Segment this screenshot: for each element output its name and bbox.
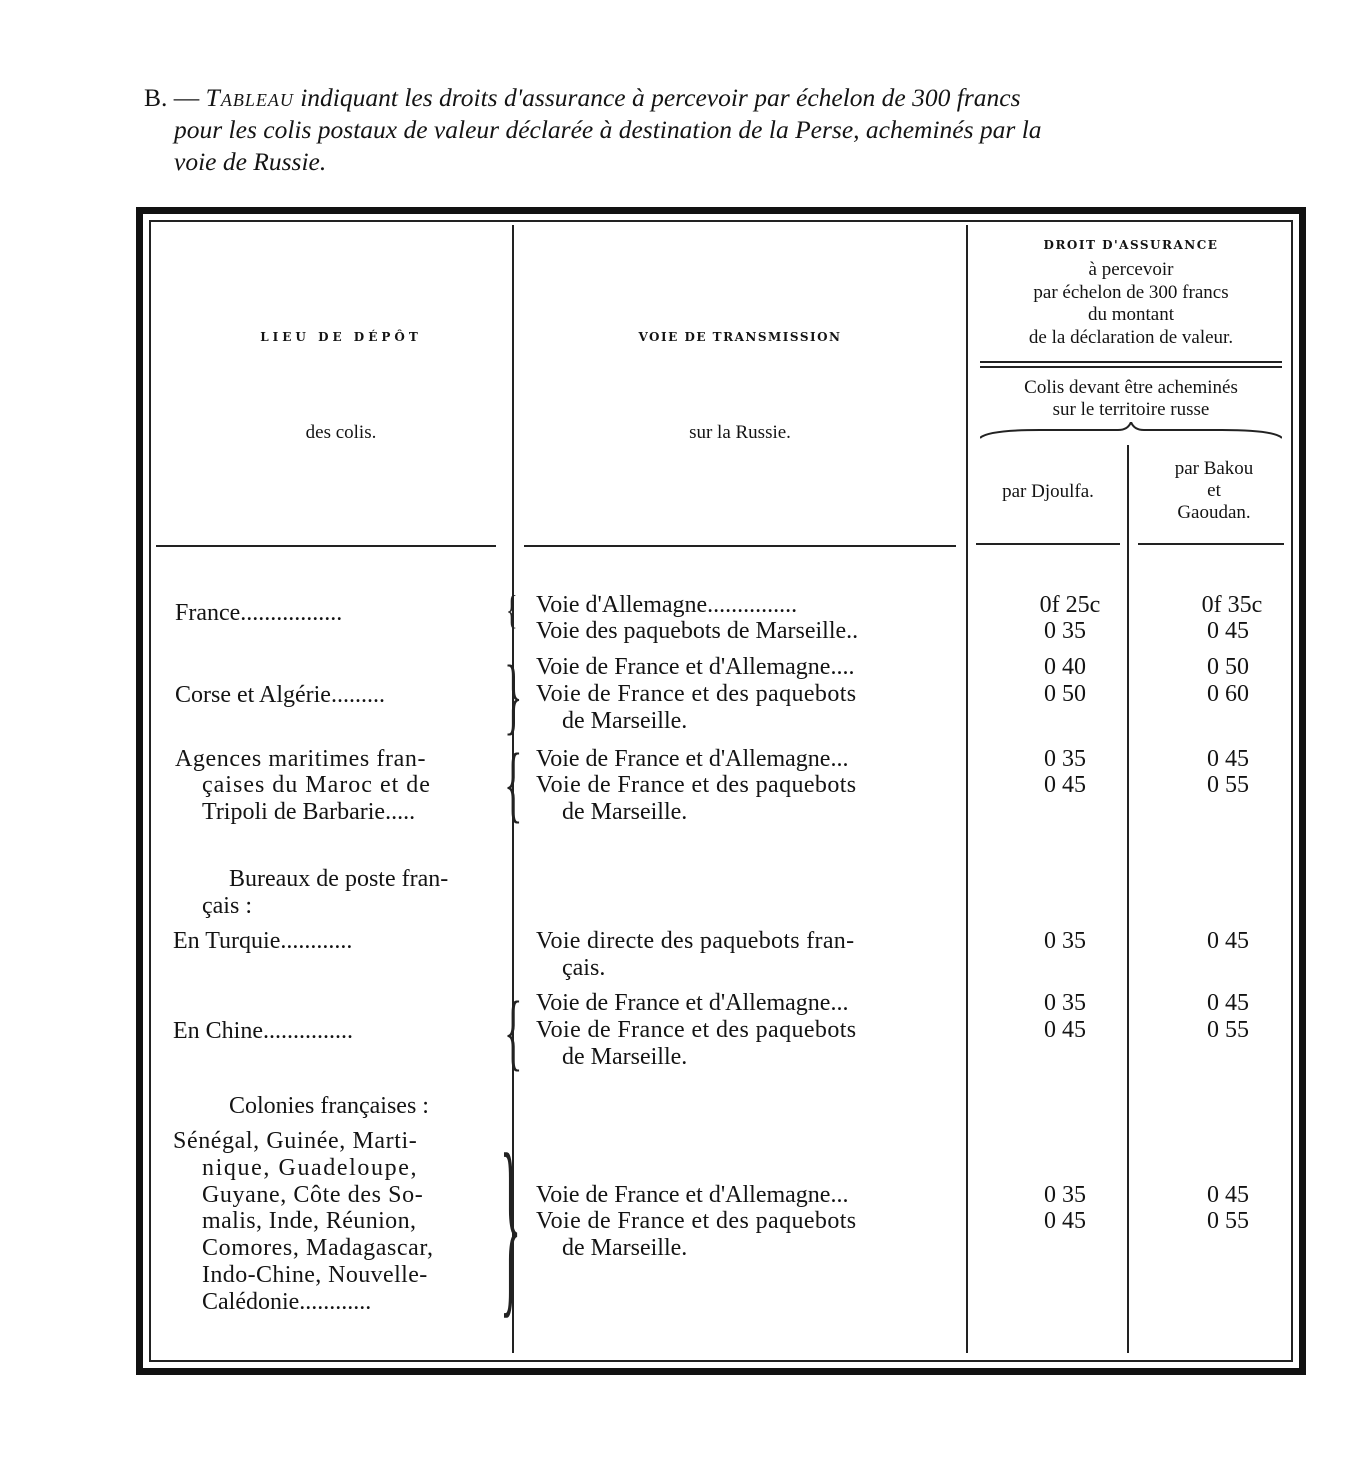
row-chine-djoulfa-1: 0 35 bbox=[1044, 990, 1086, 1016]
row-france-lieu: France................. bbox=[175, 600, 343, 626]
row-colonies-heading: Colonies françaises : bbox=[229, 1093, 429, 1119]
row-agences-djoulfa-2: 0 45 bbox=[1044, 772, 1086, 798]
header-droit-line1: à percevoir bbox=[1088, 259, 1174, 280]
row-colonies-voie-2: Voie de France et des paquebots bbox=[536, 1208, 857, 1234]
row-agences-bakou-1: 0 45 bbox=[1207, 746, 1249, 772]
row-bureaux-lieu-2: çais : bbox=[202, 893, 252, 919]
row-agences-lieu-2: çaises du Maroc et de bbox=[202, 772, 431, 798]
row-colonies-lieu-7: Calédonie............ bbox=[202, 1289, 372, 1315]
row-corse-voie-3: de Marseille. bbox=[562, 708, 688, 734]
header-bakou-1: par Bakou bbox=[1174, 458, 1254, 479]
row-colonies-lieu-1: Sénégal, Guinée, Marti- bbox=[173, 1128, 418, 1154]
row-bureaux-lieu-1: Bureaux de poste fran- bbox=[229, 866, 449, 892]
col-rule-3 bbox=[1127, 445, 1129, 1353]
header-colis-line2: sur le territoire russe bbox=[1052, 399, 1210, 420]
row-colonies-voie-1: Voie de France et d'Allemagne... bbox=[536, 1182, 849, 1208]
row-chine-voie-2: Voie de France et des paquebots bbox=[536, 1017, 857, 1043]
header-rule-3 bbox=[976, 543, 1120, 545]
row-colonies-lieu-3: Guyane, Côte des So- bbox=[202, 1182, 424, 1208]
row-colonies-voie-3: de Marseille. bbox=[562, 1235, 688, 1261]
row-corse-djoulfa-2: 0 50 bbox=[1044, 681, 1086, 707]
header-droit-line4: de la déclaration de valeur. bbox=[1028, 327, 1234, 348]
row-chine-bakou-2: 0 55 bbox=[1207, 1017, 1249, 1043]
droit-double-rule-a bbox=[980, 361, 1282, 363]
header-droit-line3: du montant bbox=[1087, 304, 1175, 325]
row-agences-lieu-3: Tripoli de Barbarie..... bbox=[202, 799, 416, 825]
table-title bbox=[144, 82, 1314, 178]
row-agences-djoulfa-1: 0 35 bbox=[1044, 746, 1086, 772]
row-agences-voie-3: de Marseille. bbox=[562, 799, 688, 825]
header-droit-caps: DROIT D'ASSURANCE bbox=[1043, 238, 1219, 252]
row-corse-djoulfa-1: 0 40 bbox=[1044, 654, 1086, 680]
header-rule-2 bbox=[524, 545, 956, 547]
header-rule-1 bbox=[156, 545, 496, 547]
row-agences-voie-1: Voie de France et d'Allemagne... bbox=[536, 746, 849, 772]
header-droit-line2: par échelon de 300 francs bbox=[1033, 282, 1229, 303]
header-bakou-2: et bbox=[1207, 480, 1221, 501]
row-corse-bakou-2: 0 60 bbox=[1207, 681, 1249, 707]
header-rule-4 bbox=[1138, 543, 1284, 545]
brace-colonies: } bbox=[500, 1114, 522, 1335]
row-turquie-djoulfa-1: 0 35 bbox=[1044, 928, 1086, 954]
row-turquie-bakou-1: 0 45 bbox=[1207, 928, 1249, 954]
row-france-bakou-1: 0f 35c bbox=[1201, 592, 1263, 618]
row-agences-bakou-2: 0 55 bbox=[1207, 772, 1249, 798]
row-france-djoulfa-2: 0 35 bbox=[1044, 618, 1086, 644]
brace-chine: { bbox=[504, 983, 523, 1079]
title-line1: indiquant les droits d'assurance à percevoir par échelon de 300 francs bbox=[300, 83, 1021, 112]
row-turquie-voie-1: Voie directe des paquebots fran- bbox=[536, 928, 855, 954]
row-turquie-voie-2: çais. bbox=[562, 955, 606, 981]
row-colonies-lieu-6: Indo-Chine, Nouvelle- bbox=[202, 1262, 428, 1288]
row-turquie-lieu: En Turquie............ bbox=[173, 928, 353, 954]
row-corse-voie-1: Voie de France et d'Allemagne.... bbox=[536, 654, 855, 680]
header-voie: VOIE DE TRANSMISSION bbox=[638, 330, 842, 344]
row-colonies-lieu-5: Comores, Madagascar, bbox=[202, 1235, 434, 1261]
row-colonies-lieu-2: nique, Guadeloupe, bbox=[202, 1155, 419, 1181]
brace-france: { bbox=[506, 587, 518, 632]
header-colis-line1: Colis devant être acheminés bbox=[1024, 377, 1238, 398]
header-djoulfa: par Djoulfa. bbox=[1002, 481, 1094, 502]
row-corse-voie-2: Voie de France et des paquebots bbox=[536, 681, 857, 707]
header-brace bbox=[980, 422, 1282, 446]
row-agences-voie-2: Voie de France et des paquebots bbox=[536, 772, 857, 798]
header-lieu: LIEU DE DÉPÔT bbox=[260, 330, 422, 344]
header-lieu-sub: des colis. bbox=[305, 422, 377, 443]
row-corse-lieu: Corse et Algérie......... bbox=[175, 682, 385, 708]
row-france-voie-2: Voie des paquebots de Marseille.. bbox=[536, 618, 859, 644]
row-agences-lieu-1: Agences maritimes fran- bbox=[175, 746, 427, 772]
row-colonies-bakou-1: 0 45 bbox=[1207, 1182, 1249, 1208]
row-colonies-lieu-4: malis, Inde, Réunion, bbox=[202, 1208, 417, 1234]
row-chine-voie-1: Voie de France et d'Allemagne... bbox=[536, 990, 849, 1016]
row-france-voie-1: Voie d'Allemagne............... bbox=[536, 592, 798, 618]
droit-double-rule-b bbox=[980, 366, 1282, 368]
title-tableau: Tableau bbox=[205, 83, 294, 112]
row-corse-bakou-1: 0 50 bbox=[1207, 654, 1249, 680]
title-prefix: B. — bbox=[144, 83, 200, 112]
title-line3: voie de Russie. bbox=[174, 147, 327, 176]
brace-agences: { bbox=[504, 735, 523, 831]
row-chine-bakou-1: 0 45 bbox=[1207, 990, 1249, 1016]
row-colonies-djoulfa-1: 0 35 bbox=[1044, 1182, 1086, 1208]
header-bakou-3: Gaoudan. bbox=[1177, 502, 1251, 523]
row-colonies-bakou-2: 0 55 bbox=[1207, 1208, 1249, 1234]
row-france-bakou-2: 0 45 bbox=[1207, 618, 1249, 644]
row-france-djoulfa-1: 0f 25c bbox=[1039, 592, 1101, 618]
header-voie-sub: sur la Russie. bbox=[689, 422, 791, 443]
row-chine-voie-3: de Marseille. bbox=[562, 1044, 688, 1070]
row-colonies-djoulfa-2: 0 45 bbox=[1044, 1208, 1086, 1234]
row-chine-djoulfa-2: 0 45 bbox=[1044, 1017, 1086, 1043]
row-chine-lieu: En Chine............... bbox=[173, 1018, 353, 1044]
brace-corse: } bbox=[504, 647, 523, 743]
title-line2: pour les colis postaux de valeur déclarée à destination de la Perse, acheminés par la bbox=[174, 115, 1042, 144]
